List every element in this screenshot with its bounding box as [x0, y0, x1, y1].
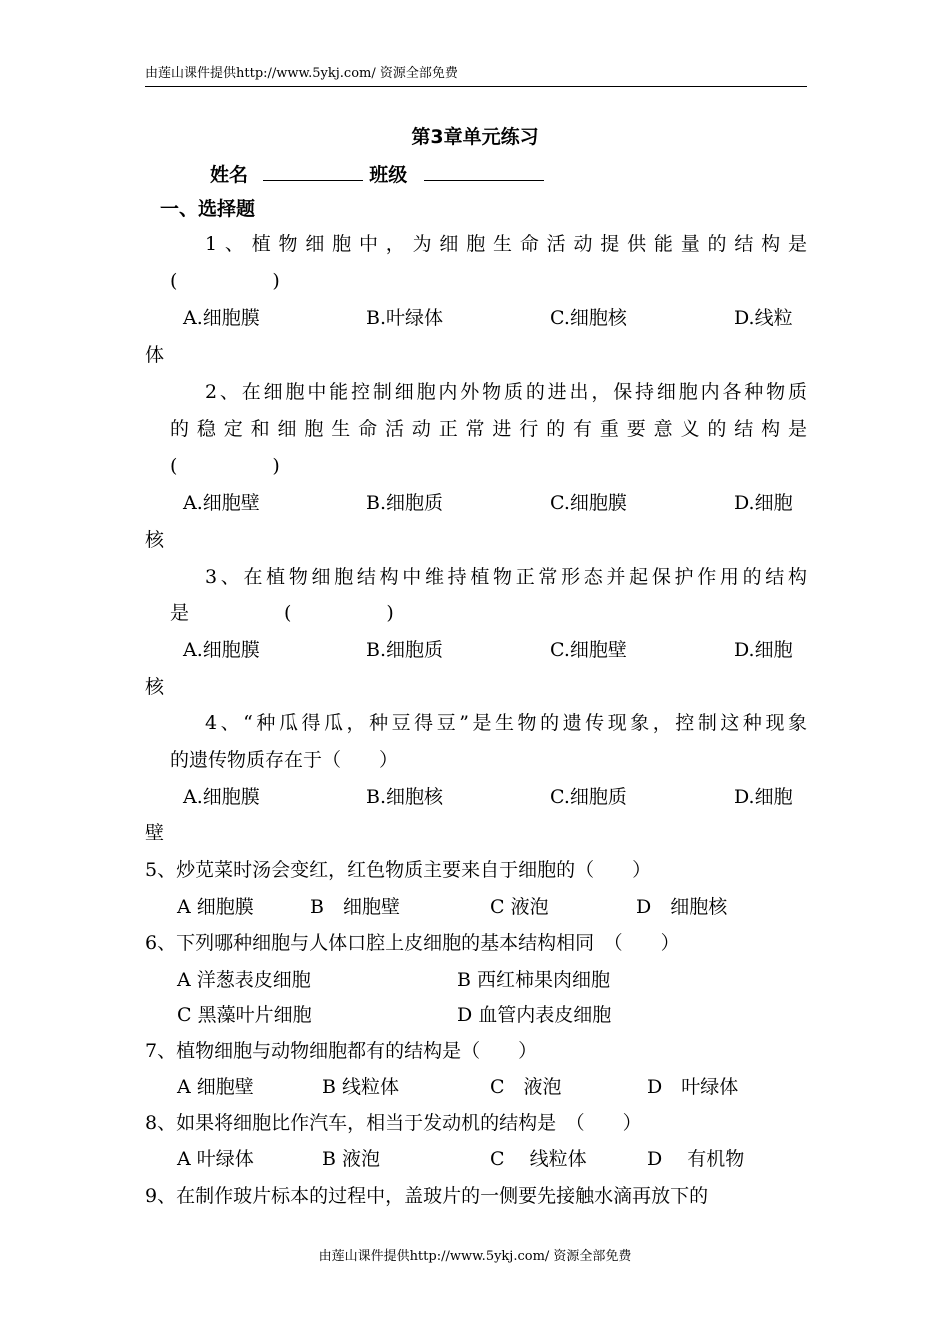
page-footer: 由莲山课件提供http://www.5ykj.com/ 资源全部免费	[318, 1249, 632, 1264]
q2-option-a[interactable]: A.细胞壁	[183, 492, 260, 514]
q1-option-c[interactable]: C.细胞核	[550, 307, 627, 329]
q2-option-b[interactable]: B.细胞质	[366, 492, 444, 514]
q2-option-c[interactable]: C.细胞膜	[550, 492, 627, 514]
q6-line1: 6、下列哪种细胞与人体口腔上皮细胞的基本结构相同 （ ）	[145, 932, 680, 954]
q7-line1: 7、植物细胞与动物细胞都有的结构是（ ）	[145, 1040, 538, 1062]
q4-line1: 4、“种瓜得瓜，种豆得豆”是生物的遗传现象，控制这种现象	[205, 712, 807, 734]
q4-option-d[interactable]: D.细胞	[734, 786, 793, 808]
q3-option-b[interactable]: B.细胞质	[366, 639, 444, 661]
q7-option-d[interactable]: D 叶绿体	[647, 1076, 739, 1098]
name-class-line	[210, 158, 544, 190]
q3-option-d[interactable]: D.细胞	[734, 639, 793, 661]
q6-option-a[interactable]: A 洋葱表皮细胞	[177, 969, 311, 991]
q3-line1: 3、在植物细胞结构中维持植物正常形态并起保护作用的结构	[205, 566, 807, 588]
q6-option-d[interactable]: D 血管内表皮细胞	[457, 1004, 612, 1026]
q5-option-c[interactable]: C 液泡	[490, 896, 549, 918]
page-title: 第3章单元练习	[411, 126, 539, 148]
q6-option-c[interactable]: C 黑藻叶片细胞	[177, 1004, 312, 1026]
q3-option-c[interactable]: C.细胞壁	[550, 639, 627, 661]
page-header: 由莲山课件提供http://www.5ykj.com/ 资源全部免费	[145, 64, 807, 87]
class-blank[interactable]	[424, 158, 544, 181]
q4-wrap: 壁	[145, 822, 165, 844]
q2-wrap: 核	[145, 529, 165, 551]
q7-option-c[interactable]: C 液泡	[490, 1076, 562, 1098]
q8-option-b[interactable]: B 液泡	[322, 1148, 381, 1170]
q4-option-b[interactable]: B.细胞核	[366, 786, 444, 808]
q4-option-a[interactable]: A.细胞膜	[183, 786, 260, 808]
name-blank[interactable]	[263, 158, 363, 181]
q7-option-a[interactable]: A 细胞壁	[177, 1076, 254, 1098]
q5-line1: 5、炒苋菜时汤会变红，红色物质主要来自于细胞的（ ）	[145, 859, 652, 881]
q6-option-b[interactable]: B 西红柿果肉细胞	[457, 969, 611, 991]
q1-option-a[interactable]: A.细胞膜	[183, 307, 260, 329]
q2-line1: 2、在细胞中能控制细胞内外物质的进出，保持细胞内各种物质	[205, 381, 807, 403]
name-label: 姓名	[210, 164, 249, 186]
q8-option-d[interactable]: D 有机物	[647, 1148, 745, 1170]
section-heading: 一、选择题	[160, 198, 256, 220]
q3-option-a[interactable]: A.细胞膜	[183, 639, 260, 661]
q7-option-b[interactable]: B 线粒体	[322, 1076, 400, 1098]
q1-option-b[interactable]: B.叶绿体	[366, 307, 444, 329]
class-label: 班级	[369, 164, 408, 186]
q1-wrap: 体	[145, 344, 165, 366]
q5-option-d[interactable]: D 细胞核	[636, 896, 728, 918]
q2-option-d[interactable]: D.细胞	[734, 492, 793, 514]
q2-line3: ( )	[170, 455, 280, 477]
q8-option-c[interactable]: C 线粒体	[490, 1148, 587, 1170]
q1-option-d[interactable]: D.线粒	[734, 307, 793, 329]
q1-line2: ( )	[170, 270, 280, 292]
q9-line1: 9、在制作玻片标本的过程中，盖玻片的一侧要先接触水滴再放下的	[145, 1185, 709, 1207]
q3-line2: 是 ( )	[170, 602, 394, 624]
q1-line1: 1、植物细胞中，为细胞生命活动提供能量的结构是	[205, 233, 807, 255]
q5-option-b[interactable]: B 细胞壁	[310, 896, 400, 918]
q8-option-a[interactable]: A 叶绿体	[177, 1148, 254, 1170]
q2-line2: 的稳定和细胞生命活动正常进行的有重要意义的结构是	[170, 418, 807, 440]
q4-line2: 的遗传物质存在于（ ）	[170, 749, 399, 771]
q5-option-a[interactable]: A 细胞膜	[177, 896, 254, 918]
q4-option-c[interactable]: C.细胞质	[550, 786, 627, 808]
q8-line1: 8、如果将细胞比作汽车，相当于发动机的结构是 （ ）	[145, 1112, 642, 1134]
q3-wrap: 核	[145, 676, 165, 698]
